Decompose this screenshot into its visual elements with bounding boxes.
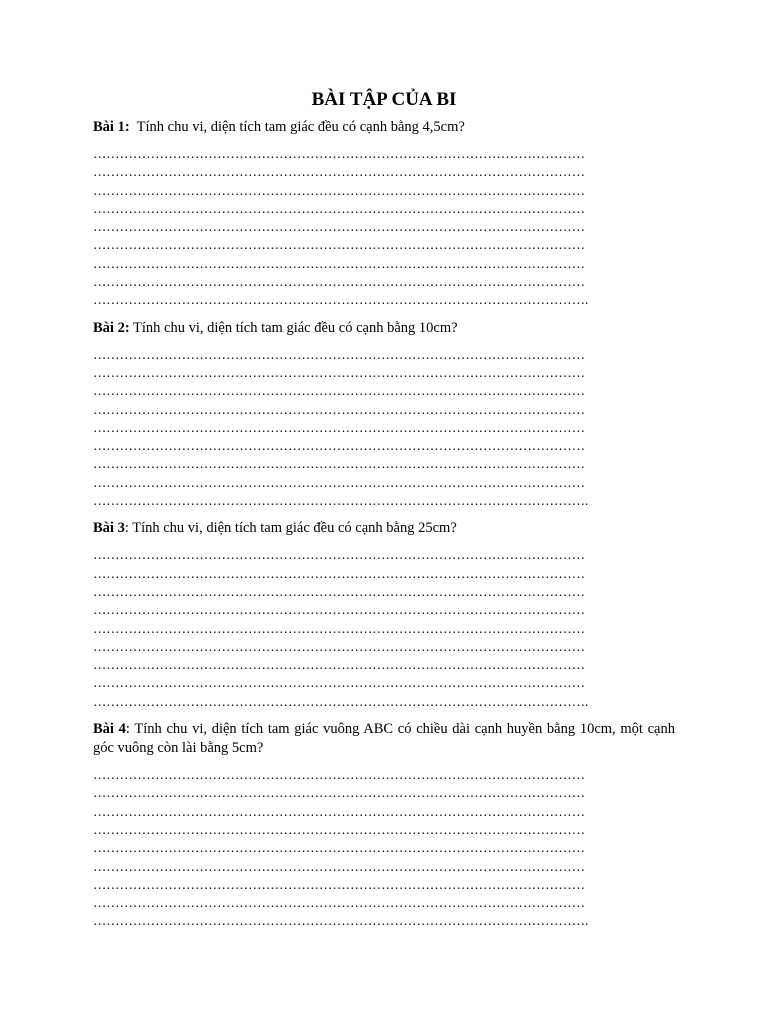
exercise-label: Bài 3	[93, 520, 125, 537]
worksheet-page	[93, 88, 679, 940]
answer-line[interactable]: …………………………………………………………………………………………………	[93, 638, 585, 654]
answer-line[interactable]: …………………………………………………………………………………………………	[93, 219, 585, 235]
answer-line[interactable]: ………………………………………………………………………………………………….	[93, 693, 589, 709]
answer-line[interactable]: …………………………………………………………………………………………………	[93, 675, 585, 691]
exercise-question	[93, 519, 675, 538]
answer-line[interactable]: …………………………………………………………………………………………………	[93, 474, 585, 490]
answer-line[interactable]: …………………………………………………………………………………………………	[93, 840, 585, 856]
answer-line[interactable]: …………………………………………………………………………………………………	[93, 419, 585, 435]
exercise-text: Tính chu vi, diện tích tam giác đều có cạnh bằng 4,5cm?	[129, 119, 465, 135]
answer-line[interactable]: …………………………………………………………………………………………………	[93, 164, 585, 180]
answer-line[interactable]: …………………………………………………………………………………………………	[93, 346, 585, 362]
answer-line[interactable]: …………………………………………………………………………………………………	[93, 237, 585, 253]
exercise-2	[93, 319, 675, 511]
exercise-label: Bài 4	[93, 721, 126, 738]
answer-line[interactable]: …………………………………………………………………………………………………	[93, 657, 585, 673]
exercise-4	[93, 720, 679, 931]
exercise-label: Bài 2:	[93, 319, 130, 336]
answer-line[interactable]: …………………………………………………………………………………………………	[93, 255, 585, 271]
answer-line[interactable]: ………………………………………………………………………………………………….	[93, 292, 589, 308]
exercise-label: Bài 1:	[93, 119, 130, 135]
exercise-1	[93, 118, 675, 310]
answer-line[interactable]: …………………………………………………………………………………………………	[93, 401, 585, 417]
answer-line[interactable]: …………………………………………………………………………………………………	[93, 565, 585, 581]
answer-line[interactable]: ………………………………………………………………………………………………….	[93, 493, 589, 509]
exercise-text: : Tính chu vi, diện tích tam giác vuông ABC có chiều dài cạnh huyền bằng 10cm, một cạnh góc vuông còn lài bằng 5cm?	[93, 721, 679, 757]
exercise-3	[93, 519, 675, 711]
answer-line[interactable]: …………………………………………………………………………………………………	[93, 583, 585, 599]
answer-line[interactable]: …………………………………………………………………………………………………	[93, 785, 585, 801]
answer-line[interactable]: …………………………………………………………………………………………………	[93, 456, 585, 472]
answer-line[interactable]: …………………………………………………………………………………………………	[93, 803, 585, 819]
exercise-text: : Tính chu vi, diện tích tam giác đều có cạnh bằng 25cm?	[124, 520, 457, 537]
answer-line[interactable]: …………………………………………………………………………………………………	[93, 895, 585, 911]
answer-line[interactable]: …………………………………………………………………………………………………	[93, 821, 585, 837]
answer-line[interactable]: …………………………………………………………………………………………………	[93, 364, 585, 380]
answer-line[interactable]: …………………………………………………………………………………………………	[93, 200, 585, 216]
exercise-list	[93, 118, 679, 931]
answer-area[interactable]	[93, 766, 675, 931]
answer-line[interactable]: ………………………………………………………………………………………………….	[93, 913, 589, 929]
page-title: BÀI TẬP CỦA BI	[311, 89, 457, 110]
answer-line[interactable]: …………………………………………………………………………………………………	[93, 876, 585, 892]
exercise-text: Tính chu vi, diện tích tam giác đều có cạnh bằng 10cm?	[129, 319, 458, 336]
answer-line[interactable]: …………………………………………………………………………………………………	[93, 767, 585, 783]
answer-line[interactable]: …………………………………………………………………………………………………	[93, 274, 585, 290]
exercise-question	[93, 720, 679, 758]
answer-line[interactable]: …………………………………………………………………………………………………	[93, 438, 585, 454]
exercise-question	[93, 118, 675, 137]
exercise-question	[93, 319, 675, 338]
answer-line[interactable]: …………………………………………………………………………………………………	[93, 547, 585, 563]
answer-line[interactable]: …………………………………………………………………………………………………	[93, 383, 585, 399]
answer-line[interactable]: …………………………………………………………………………………………………	[93, 620, 585, 636]
answer-area[interactable]	[93, 546, 675, 711]
answer-line[interactable]: …………………………………………………………………………………………………	[93, 146, 585, 161]
answer-area[interactable]	[93, 145, 675, 310]
answer-area[interactable]	[93, 346, 675, 511]
answer-line[interactable]: …………………………………………………………………………………………………	[93, 182, 585, 198]
answer-line[interactable]: …………………………………………………………………………………………………	[93, 602, 585, 618]
answer-line[interactable]: …………………………………………………………………………………………………	[93, 858, 585, 874]
